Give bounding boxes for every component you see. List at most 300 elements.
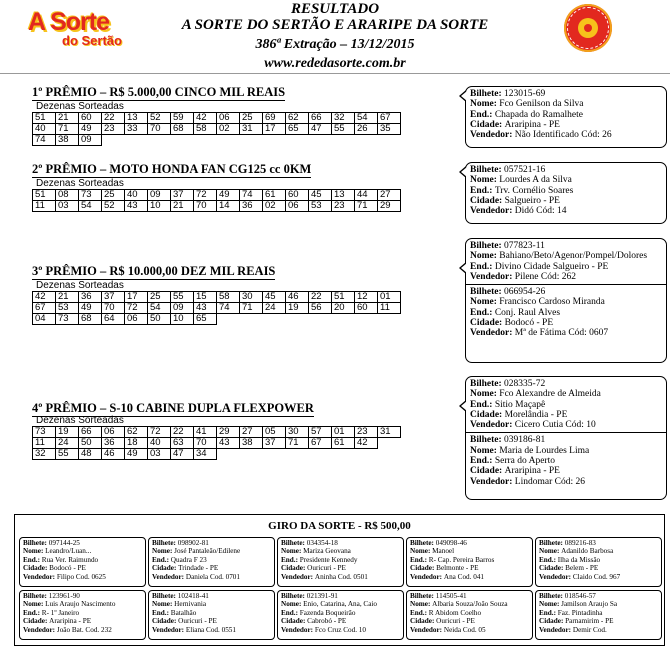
giro-nome-label: Nome:: [410, 600, 433, 609]
giro-cidade-value: Ouricuri - PE: [307, 564, 346, 573]
drawn-number: 33: [125, 124, 148, 135]
drawn-number: 74: [240, 190, 263, 201]
drawn-number: 10: [148, 201, 171, 212]
giro-vendedor-value: Neida Cod. 05: [443, 625, 486, 634]
winner-bilhete-label: Bilhete:: [470, 165, 505, 175]
giro-winner-end: [152, 556, 271, 564]
dezenas-label: Dezenas Sorteadas: [36, 280, 124, 291]
winner-bilhete-value: 057521-16: [504, 165, 546, 175]
winner-bilhete-label: Bilhete:: [470, 241, 505, 251]
drawn-number: 53: [309, 201, 332, 212]
numbers-row: [33, 449, 401, 460]
drawn-number: 25: [240, 113, 263, 124]
drawn-number: 06: [217, 113, 240, 124]
giro-vendedor-value: João Bat. Cod. 232: [56, 625, 112, 634]
giro-vendedor-value: Filipo Cod. 0625: [56, 572, 106, 581]
drawn-number: 49: [125, 449, 148, 460]
drawn-number: 31: [378, 427, 401, 438]
giro-end-label: End.:: [281, 608, 300, 617]
winner-vendedor-label: Vendedor:: [470, 420, 515, 431]
drawn-number: 04: [33, 314, 56, 325]
drawn-number: 42: [355, 438, 378, 449]
website-link[interactable]: www.rededasorte.com.br: [264, 56, 406, 71]
pointer-arrow-icon: [459, 166, 466, 178]
giro-vendedor-label: Vendedor:: [281, 625, 315, 634]
drawn-number: 51: [33, 113, 56, 124]
drawn-number: 54: [355, 113, 378, 124]
giro-bilhete-value: 123961-90: [48, 592, 80, 600]
winner-cidade-value: Bodocó - PE: [504, 318, 554, 329]
giro-winner-end: [410, 556, 529, 564]
giro-bilhete-value: 098902-81: [177, 539, 209, 547]
winner-vendedor-label: Vendedor:: [470, 476, 515, 487]
drawn-number: 73: [56, 314, 79, 325]
giro-nome-value: Albaria Souza/João Souza: [432, 600, 508, 609]
giro-end-label: End.:: [410, 608, 429, 617]
winner-nome-value: Lourdes A da Silva: [499, 175, 572, 186]
drawn-number: 12: [355, 292, 378, 303]
giro-winner-bilhete: [152, 592, 271, 600]
drawn-number: 70: [102, 303, 125, 314]
giro-winner-vendedor: [539, 573, 658, 581]
drawn-number: 17: [125, 292, 148, 303]
winner-end: [470, 400, 662, 410]
drawn-number: 52: [148, 113, 171, 124]
giro-bilhete-value: 018546-57: [564, 592, 596, 600]
dezenas-label: Dezenas Sorteadas: [36, 415, 124, 426]
drawn-number: 58: [217, 292, 240, 303]
giro-vendedor-label: Vendedor:: [539, 572, 573, 581]
giro-winner-cell: [535, 537, 662, 587]
drawn-number: 65: [194, 314, 217, 325]
winner-cidade-label: Cidade:: [470, 119, 505, 130]
winner-end: [470, 262, 662, 272]
winner-cidade-value: Salgueiro - PE: [504, 195, 560, 206]
giro-winner-bilhete: [23, 539, 142, 547]
drawn-number: 18: [125, 438, 148, 449]
drawn-number: 20: [332, 303, 355, 314]
giro-winner-end: [281, 609, 400, 617]
giro-cidade-label: Cidade:: [539, 564, 566, 573]
winner-cidade: [470, 196, 662, 206]
giro-winner-cidade: [23, 564, 142, 572]
drawn-number: 42: [194, 113, 217, 124]
pointer-arrow-icon: [459, 400, 466, 412]
winner-end-label: End.:: [470, 456, 495, 467]
winner-nome: [470, 251, 662, 261]
winner-nome-label: Nome:: [470, 99, 500, 110]
numbers-row: [33, 113, 401, 124]
giro-bilhete-value: 089216-83: [564, 539, 596, 547]
drawn-number: 72: [148, 427, 171, 438]
giro-winner-end: [539, 556, 658, 564]
giro-winner-cell: [19, 537, 146, 587]
winner-cidade-label: Cidade:: [470, 466, 505, 477]
giro-vendedor-value: Eliana Cod. 0551: [185, 625, 236, 634]
giro-end-value: Quadra F 23: [170, 555, 207, 564]
drawn-number: 37: [263, 438, 286, 449]
giro-nome-label: Nome:: [539, 547, 562, 556]
winner-cidade-label: Cidade:: [470, 195, 505, 206]
drawn-number: 21: [56, 113, 79, 124]
giro-winner-bilhete: [410, 539, 529, 547]
drawn-number: 23: [102, 124, 125, 135]
drawn-number: 67: [378, 113, 401, 124]
winner-nome: [470, 99, 662, 109]
drawn-number: 66: [79, 427, 102, 438]
giro-winner-bilhete: [539, 592, 658, 600]
winner-vendedor-label: Vendedor:: [470, 206, 515, 217]
giro-winner-cidade: [539, 617, 658, 625]
winner-nome-label: Nome:: [470, 389, 500, 400]
winner-end: [470, 456, 662, 466]
drawn-number: 73: [79, 190, 102, 201]
giro-winner-cidade: [281, 617, 400, 625]
drawn-number: 42: [33, 292, 56, 303]
drawn-number: 68: [79, 314, 102, 325]
giro-winner-vendedor: [23, 573, 142, 581]
drawn-number: 26: [355, 124, 378, 135]
giro-vendedor-value: Ana Cod. 041: [443, 572, 485, 581]
prize-title-3: 3º PRÊMIO – R$ 10.000,00 DEZ MIL REAIS: [32, 264, 276, 278]
winner-cidade: [470, 318, 662, 328]
giro-winner-cell: [277, 590, 404, 640]
drawn-number: 32: [33, 449, 56, 460]
drawn-number: 43: [217, 438, 240, 449]
drawn-number: 36: [102, 438, 125, 449]
winner-end-label: End.:: [470, 399, 495, 410]
prize-title-1: 1º PRÊMIO – R$ 5.000,00 CINCO MIL REAIS: [32, 85, 286, 99]
numbers-table-4: [32, 426, 401, 460]
giro-nome-label: Nome:: [281, 600, 304, 609]
giro-end-label: End.:: [410, 555, 429, 564]
drawn-number: 09: [171, 303, 194, 314]
drawn-number: 70: [148, 124, 171, 135]
giro-vendedor-label: Vendedor:: [152, 572, 186, 581]
giro-winner-cidade: [152, 617, 271, 625]
winner-cidade: [470, 120, 662, 130]
winner-vendedor-label: Vendedor:: [470, 271, 515, 282]
drawn-number: 47: [309, 124, 332, 135]
drawn-number: 03: [56, 201, 79, 212]
winner-end-value: Serra do Aperto: [494, 456, 555, 467]
giro-vendedor-value: Claido Cod. 967: [572, 572, 621, 581]
drawn-number: 40: [148, 438, 171, 449]
drawn-number: 53: [56, 303, 79, 314]
drawn-number: 71: [56, 124, 79, 135]
giro-winner-end: [152, 609, 271, 617]
giro-vendedor-value: Demir Cod.: [572, 625, 607, 634]
giro-bilhete-label: Bilhete:: [281, 539, 307, 547]
drawn-number: 25: [102, 190, 125, 201]
winner-bilhete: [470, 241, 662, 251]
giro-nome-value: Mariza Geovana: [303, 547, 351, 556]
giro-winner-end: [23, 609, 142, 617]
header-divider: [0, 73, 670, 74]
drawn-number: 49: [79, 303, 102, 314]
drawn-number: 54: [148, 303, 171, 314]
giro-winner-nome: [281, 547, 400, 555]
winner-vendedor: [470, 272, 662, 282]
winner-bilhete-value: 028335-72: [504, 379, 546, 389]
drawn-number: 08: [56, 190, 79, 201]
giro-bilhete-label: Bilhete:: [152, 592, 178, 600]
giro-vendedor-label: Vendedor:: [152, 625, 186, 634]
numbers-row: [33, 427, 401, 438]
drawn-number: 57: [309, 427, 332, 438]
giro-cidade-label: Cidade:: [281, 564, 308, 573]
giro-bilhete-value: 102418-41: [177, 592, 209, 600]
drawn-number: 17: [263, 124, 286, 135]
winner-entry: [466, 163, 666, 218]
prize-title-4: 4º PRÊMIO – S-10 CABINE DUPLA FLEXPOWER: [32, 401, 314, 415]
giro-winner-bilhete: [152, 539, 271, 547]
drawn-number: 35: [378, 124, 401, 135]
drawn-number: 15: [194, 292, 217, 303]
drawn-number: 45: [263, 292, 286, 303]
giro-end-value: Batalhão: [170, 608, 197, 617]
giro-end-value: Presidente Kennedy: [299, 555, 358, 564]
drawn-number: 37: [171, 190, 194, 201]
winner-nome-value: Bahiano/Beto/Agenor/Pompel/Dolores: [499, 251, 648, 262]
giro-winner-nome: [23, 600, 142, 608]
winner-entry: [466, 432, 666, 488]
drawn-number: 45: [309, 190, 332, 201]
winner-vendedor-value: Didó Cód: 14: [514, 206, 567, 217]
giro-cidade-label: Cidade:: [410, 564, 437, 573]
drawn-number: 44: [355, 190, 378, 201]
drawn-number: 27: [240, 427, 263, 438]
prize-title-2: 2º PRÊMIO – MOTO HONDA FAN CG125 cc 0KM: [32, 162, 312, 176]
giro-winner-cell: [535, 590, 662, 640]
winner-nome-value: Francisco Cardoso Miranda: [499, 297, 605, 308]
drawn-number: 64: [102, 314, 125, 325]
winner-cidade: [470, 410, 662, 420]
drawn-number: 24: [56, 438, 79, 449]
giro-nome-label: Nome:: [152, 600, 175, 609]
giro-bilhete-value: 097144-25: [48, 539, 80, 547]
drawn-number: 46: [286, 292, 309, 303]
drawn-number: 58: [194, 124, 217, 135]
giro-winner-cell: [277, 537, 404, 587]
drawn-number: 06: [286, 201, 309, 212]
giro-cidade-label: Cidade:: [539, 617, 566, 626]
giro-end-value: Ilha da Missão: [557, 555, 601, 564]
giro-end-label: End.:: [281, 555, 300, 564]
winner-cidade-value: Araripina - PE: [504, 466, 560, 477]
winner-nome: [470, 446, 662, 456]
winner-end-label: End.:: [470, 261, 495, 272]
drawn-number: 22: [309, 292, 332, 303]
winner-cidade-label: Cidade:: [470, 409, 505, 420]
giro-winner-nome: [410, 600, 529, 608]
giro-bilhete-label: Bilhete:: [152, 539, 178, 547]
winner-bilhete-value: 077823-11: [504, 241, 545, 251]
drawn-number: 51: [332, 292, 355, 303]
giro-end-label: End.:: [152, 555, 171, 564]
drawn-number: 40: [125, 190, 148, 201]
drawn-number: 31: [240, 124, 263, 135]
winner-bilhete: [470, 435, 662, 445]
giro-da-sorte-section: [14, 514, 665, 646]
winner-vendedor-value: Cicero Cutia Cód: 10: [514, 420, 596, 431]
winner-nome-value: Fco Alexandre de Almeida: [499, 389, 601, 400]
drawn-number: 06: [102, 427, 125, 438]
giro-cidade-value: Cabrobó - PE: [307, 617, 347, 626]
drawn-number: 38: [240, 438, 263, 449]
numbers-row: [33, 201, 401, 212]
giro-cidade-value: Parnamirim - PE: [565, 617, 614, 626]
giro-cidade-value: Trindade - PE: [178, 564, 219, 573]
drawn-number: 27: [378, 190, 401, 201]
giro-winner-bilhete: [281, 592, 400, 600]
giro-winner-vendedor: [281, 626, 400, 634]
drawn-number: 23: [355, 427, 378, 438]
drawn-number: 50: [79, 438, 102, 449]
giro-end-value: R- Cap. Pereira Barros: [428, 555, 495, 564]
giro-winner-nome: [410, 547, 529, 555]
giro-nome-value: Adanildo Barbosa: [561, 547, 614, 556]
drawn-number: 01: [332, 427, 355, 438]
winner-nome-label: Nome:: [470, 297, 500, 308]
giro-bilhete-label: Bilhete:: [23, 592, 49, 600]
drawn-number: 55: [332, 124, 355, 135]
winner-bilhete-value: 123015-69: [504, 89, 546, 99]
giro-winner-cell: [148, 590, 275, 640]
giro-nome-label: Nome:: [281, 547, 304, 556]
giro-winner-cell: [19, 590, 146, 640]
giro-bilhete-label: Bilhete:: [410, 539, 436, 547]
winner-bilhete-label: Bilhete:: [470, 379, 505, 389]
drawn-number: 36: [79, 292, 102, 303]
drawn-number: 61: [263, 190, 286, 201]
giro-nome-label: Nome:: [539, 600, 562, 609]
drawn-number: 74: [33, 135, 56, 146]
drawn-number: 06: [125, 314, 148, 325]
drawn-number: 24: [263, 303, 286, 314]
winner-nome-label: Nome:: [470, 175, 500, 186]
giro-winner-bilhete: [539, 539, 658, 547]
winner-bilhete-value: 066954-26: [504, 287, 546, 298]
drawn-number: 65: [286, 124, 309, 135]
giro-vendedor-value: Fco Cruz Cod. 10: [314, 625, 366, 634]
giro-winner-nome: [152, 600, 271, 608]
winner-bilhete-label: Bilhete:: [470, 89, 505, 99]
numbers-row: [33, 124, 401, 135]
giro-end-label: End.:: [539, 555, 558, 564]
giro-end-value: Fazenda Boqueirão: [299, 608, 356, 617]
winner-entry: [466, 239, 666, 284]
giro-winner-bilhete: [410, 592, 529, 600]
numbers-table-1: [32, 112, 401, 146]
giro-end-value: R- 1º Janeiro: [41, 608, 80, 617]
drawn-number: 11: [33, 438, 56, 449]
numbers-row: [33, 303, 401, 314]
giro-title: GIRO DA SORTE - R$ 500,00: [268, 520, 411, 532]
giro-winner-vendedor: [539, 626, 658, 634]
winner-vendedor-value: Não Identificado Cód: 26: [514, 130, 612, 141]
drawn-number: 43: [125, 201, 148, 212]
winner-end-value: Divino Cidade Salgueiro - PE: [494, 261, 609, 272]
winner-end-value: Trv. Cornélio Soares: [494, 185, 574, 196]
giro-cidade-label: Cidade:: [23, 564, 50, 573]
drawn-number: 55: [171, 292, 194, 303]
drawn-number: 71: [286, 438, 309, 449]
giro-bilhete-label: Bilhete:: [23, 539, 49, 547]
winner-cidade: [470, 466, 662, 476]
giro-cidade-label: Cidade:: [152, 617, 179, 626]
logo-left-line2: do Sertão: [62, 33, 122, 48]
winner-end-value: Conj. Raul Alves: [494, 307, 561, 318]
pointer-arrow-icon: [459, 90, 466, 102]
giro-end-value: Rua Ver. Raimundo: [41, 555, 99, 564]
giro-winner-bilhete: [23, 592, 142, 600]
winner-bilhete: [470, 287, 662, 297]
giro-nome-value: Manoel: [432, 547, 455, 556]
giro-cidade-value: Ouricuri - PE: [178, 617, 217, 626]
giro-winner-vendedor: [410, 573, 529, 581]
giro-nome-label: Nome:: [152, 547, 175, 556]
giro-vendedor-label: Vendedor:: [23, 625, 57, 634]
winner-bilhete-label: Bilhete:: [470, 287, 505, 298]
giro-nome-value: José Pantaleão/Edilene: [174, 547, 241, 556]
logo-left-line1: A Sorte: [28, 8, 109, 36]
drawn-number: 66: [309, 113, 332, 124]
giro-cidade-value: Bodocó - PE: [49, 564, 86, 573]
giro-cidade-value: Belmonte - PE: [436, 564, 479, 573]
numbers-table-3: [32, 291, 401, 325]
dezenas-label: Dezenas Sorteadas: [36, 178, 124, 189]
drawn-number: 03: [148, 449, 171, 460]
winner-vendedor-value: Pilene Cód: 262: [514, 271, 577, 282]
drawn-number: 38: [56, 135, 79, 146]
drawn-number: 59: [171, 113, 194, 124]
giro-bilhete-value: 034354-18: [306, 539, 338, 547]
giro-winner-nome: [539, 600, 658, 608]
drawn-number: 02: [263, 201, 286, 212]
giro-cidade-value: Belem - PE: [565, 564, 599, 573]
winner-end-value: Sitio Maçapê: [494, 399, 546, 410]
giro-winner-vendedor: [152, 573, 271, 581]
giro-cidade-label: Cidade:: [23, 617, 50, 626]
drawn-number: 11: [378, 303, 401, 314]
giro-winner-bilhete: [281, 539, 400, 547]
drawn-number: 71: [355, 201, 378, 212]
winner-nome-label: Nome:: [470, 445, 500, 456]
winner-box-1: [465, 86, 667, 148]
giro-winner-cell: [148, 537, 275, 587]
drawn-number: 48: [79, 449, 102, 460]
flower-icon: [578, 18, 598, 38]
drawn-number: 51: [33, 190, 56, 201]
drawn-number: 19: [286, 303, 309, 314]
giro-winner-cell: [406, 590, 533, 640]
giro-bilhete-value: 114505-41: [435, 592, 467, 600]
winner-entry: [466, 377, 666, 432]
drawn-number: 32: [332, 113, 355, 124]
winner-end: [470, 186, 662, 196]
winner-nome-value: Fco Genilson da Silva: [499, 99, 584, 110]
drawn-number: 02: [217, 124, 240, 135]
drawn-number: 14: [217, 201, 240, 212]
drawn-number: 56: [309, 303, 332, 314]
giro-winner-cell: [406, 537, 533, 587]
winner-vendedor-label: Vendedor:: [470, 130, 515, 141]
drawn-number: 55: [56, 449, 79, 460]
drawn-number: 19: [56, 427, 79, 438]
giro-winner-end: [23, 556, 142, 564]
drawn-number: 50: [148, 314, 171, 325]
